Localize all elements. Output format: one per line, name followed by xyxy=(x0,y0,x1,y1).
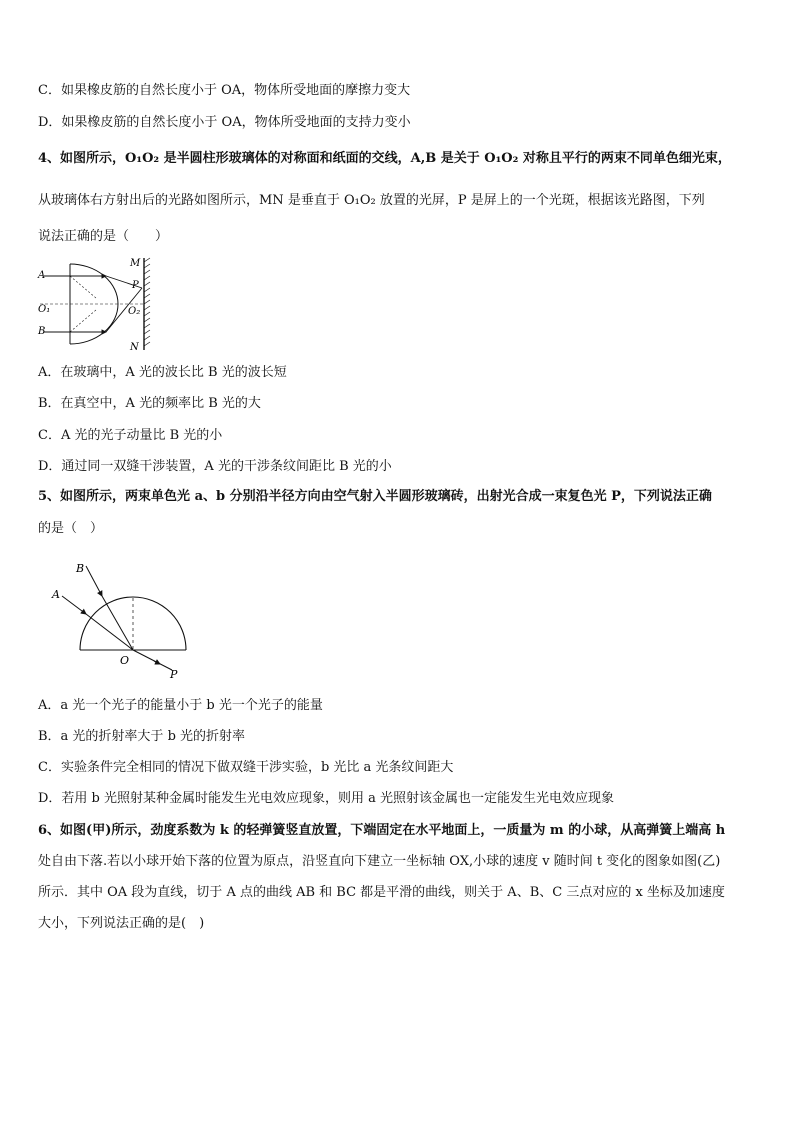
q6-stem-line1: 6、如图(甲)所示，劲度系数为 k 的轻弹簧竖直放置，下端固定在水平地面上，一质量为 m 的小球，从高弹簧上端高 h xyxy=(38,823,726,838)
q5-option-c: C．实验条件完全相同的情况下做双缝干涉实验，b 光比 a 光条纹间距大 xyxy=(38,760,454,775)
q5-option-d: D．若用 b 光照射某种金属时能发生光电效应现象，则用 a 光照射该金属也一定能发生光电效应现象 xyxy=(38,791,615,806)
q5-label-a: A xyxy=(52,588,60,601)
q5-option-b: B．a 光的折射率大于 b 光的折射率 xyxy=(38,729,246,744)
q4-label-n: N xyxy=(130,342,139,353)
q4-figure xyxy=(36,254,160,354)
q4-stem-line3: 说法正确的是（ ） xyxy=(38,229,169,244)
q5-label-o: O xyxy=(120,654,130,667)
q5-figure xyxy=(44,556,194,682)
q5-label-b: B xyxy=(76,562,85,575)
q6-stem-line4: 大小，下列说法正确的是( ) xyxy=(38,916,205,931)
q5-option-a: A．a 光一个光子的能量小于 b 光一个光子的能量 xyxy=(38,698,323,713)
q4-label-p: P xyxy=(132,280,139,291)
q5-stem-line1: 5、如图所示，两束单色光 a、b 分别沿半径方向由空气射入半圆形玻璃砖，出射光合成一束复色光 P，下列说法正确 xyxy=(38,489,712,504)
q4-option-d: D．通过同一双缝干涉装置，A 光的干涉条纹间距比 B 光的小 xyxy=(38,459,392,474)
q5-stem-line2: 的是（ ） xyxy=(38,521,104,536)
q4-label-m: M xyxy=(130,258,141,269)
prev-option-d: D．如果橡皮筋的自然长度小于 OA，物体所受地面的支持力变小 xyxy=(38,115,411,130)
q4-label-o2: O₂ xyxy=(128,306,141,317)
q4-option-c: C．A 光的光子动量比 B 光的小 xyxy=(38,428,223,443)
q4-label-b: B xyxy=(38,326,46,337)
q6-stem-line3: 所示．其中 OA 段为直线，切于 A 点的曲线 AB 和 BC 都是平滑的曲线，则关于 A、B、C 三点对应的 x 坐标及加速度 xyxy=(38,885,725,900)
prev-option-c: C．如果橡皮筋的自然长度小于 OA，物体所受地面的摩擦力变大 xyxy=(38,83,411,98)
q4-stem-line1: 4、如图所示，O₁O₂ 是半圆柱形玻璃体的对称面和纸面的交线，A,B 是关于 O₁O₂ 对称且平行的两束不同单色细光束， xyxy=(38,151,731,166)
q4-label-a: A xyxy=(38,270,46,281)
q6-stem-line2: 处自由下落.若以小球开始下落的位置为原点，沿竖直向下建立一坐标轴 OX,小球的速度 v 随时间 t 变化的图象如图(乙) xyxy=(38,854,721,869)
q4-option-b: B．在真空中，A 光的频率比 B 光的大 xyxy=(38,396,261,411)
q5-label-p: P xyxy=(170,668,178,681)
q4-option-a: A．在玻璃中，A 光的波长比 B 光的波长短 xyxy=(38,365,287,380)
q4-stem-line2: 从玻璃体右方射出后的光路如图所示，MN 是垂直于 O₁O₂ 放置的光屏，P 是屏上的一个光斑，根据该光路图，下列 xyxy=(38,193,705,208)
q4-label-o1: O₁ xyxy=(38,304,51,315)
